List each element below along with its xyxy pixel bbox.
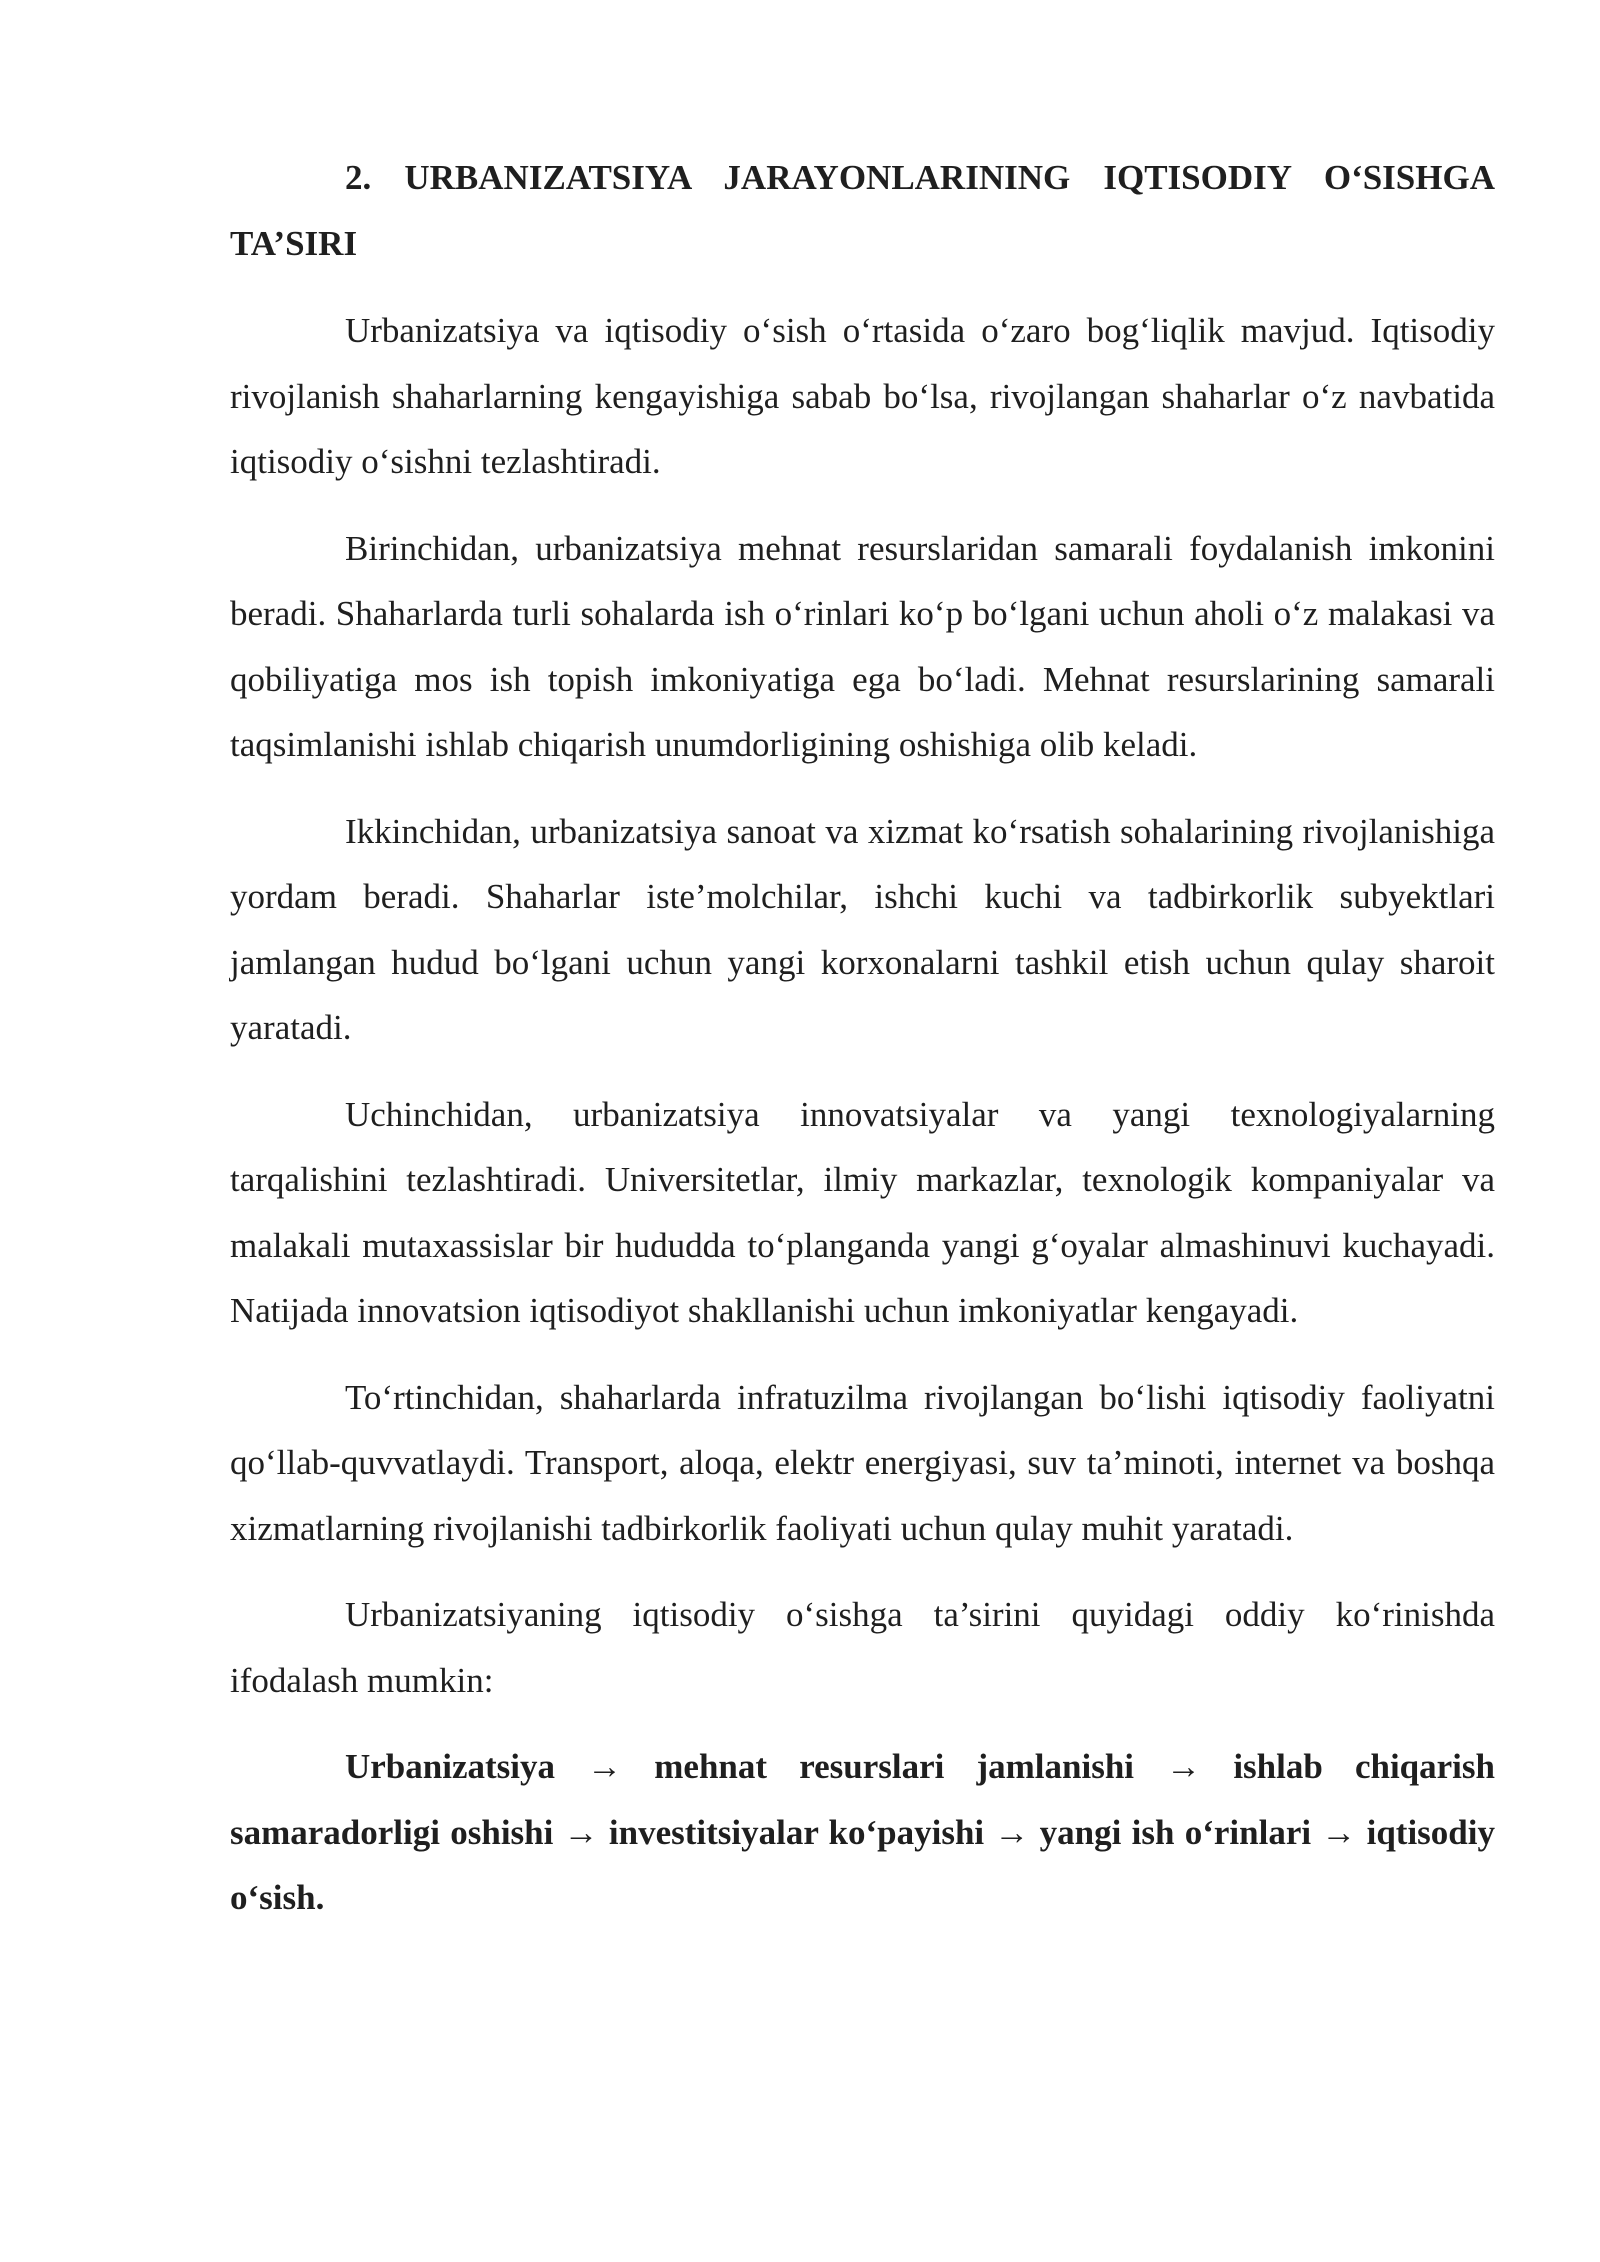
paragraph-summary-lead: Urbanizatsiyaning iqtisodiy o‘sishga ta’sirini quyidagi oddiy ko‘rinishda ifodalash mumkin: <box>230 1595 1495 1700</box>
paragraph-intro: Urbanizatsiya va iqtisodiy o‘sish o‘rtasida o‘zaro bog‘liqlik mavjud. Iqtisodiy rivojlanish shaharlarning kengayishiga sabab bo‘lsa, rivojlangan shaharlar o‘z navbatida iqtisodiy o‘sishni tezlashtiradi. <box>230 311 1495 481</box>
paragraph-fourth-point: To‘rtinchidan, shaharlarda infratuzilma rivojlangan bo‘lishi iqtisodiy faoliyatni qo‘llab-quvvatlaydi. Transport, aloqa, elektr energiyasi, suv ta’minoti, internet va boshqa xizmatlarning rivojlanishi tadbirkorlik faoliyati uchun qulay muhit yaratadi. <box>230 1377 1495 1548</box>
section-heading: 2. URBANIZATSIYA JARAYONLARINING IQTISODIY O‘SISHGA TA’SIRI <box>230 158 1495 263</box>
paragraph-first-point: Birinchidan, urbanizatsiya mehnat resurslaridan samarali foydalanish imkonini beradi. Shaharlarda turli sohalarda ish o‘rinlari ko‘p bo‘lgani uchun aholi o‘z malakasi va qobiliyatiga mos ish topish imkoniyatiga ega bo‘ladi. Mehnat resurslarining samarali taqsimlanishi ishlab chiqarish unumdorligining oshishiga olib keladi. <box>230 528 1495 764</box>
paragraph-third-point: Uchinchidan, urbanizatsiya innovatsiyalar va yangi texnologiyalarning tarqalishini tezlashtiradi. Universitetlar, ilmiy markazlar, texnologik kompaniyalar va malakali mutaxassislar bir hududda to‘planganda yangi g‘oyalar almashinuvi kuchayadi. Natijada innovatsion iqtisodiyot shakllanishi uchun imkoniyatlar kengayadi. <box>230 1094 1495 1330</box>
causal-chain: Urbanizatsiya → mehnat resurslari jamlanishi → ishlab chiqarish samaradorligi oshishi → investitsiyalar ko‘payishi → yangi ish o‘rinlari → iqtisodiy o‘sish. <box>230 1747 1495 1917</box>
paragraph-second-point: Ikkinchidan, urbanizatsiya sanoat va xizmat ko‘rsatish sohalarining rivojlanishiga yordam beradi. Shaharlar iste’molchilar, ishchi kuchi va tadbirkorlik subyektlari jamlangan hudud bo‘lgani uchun yangi korxonalarni tashkil etish uchun qulay sharoit yaratadi. <box>230 811 1495 1047</box>
document-page <box>230 145 1495 1952</box>
